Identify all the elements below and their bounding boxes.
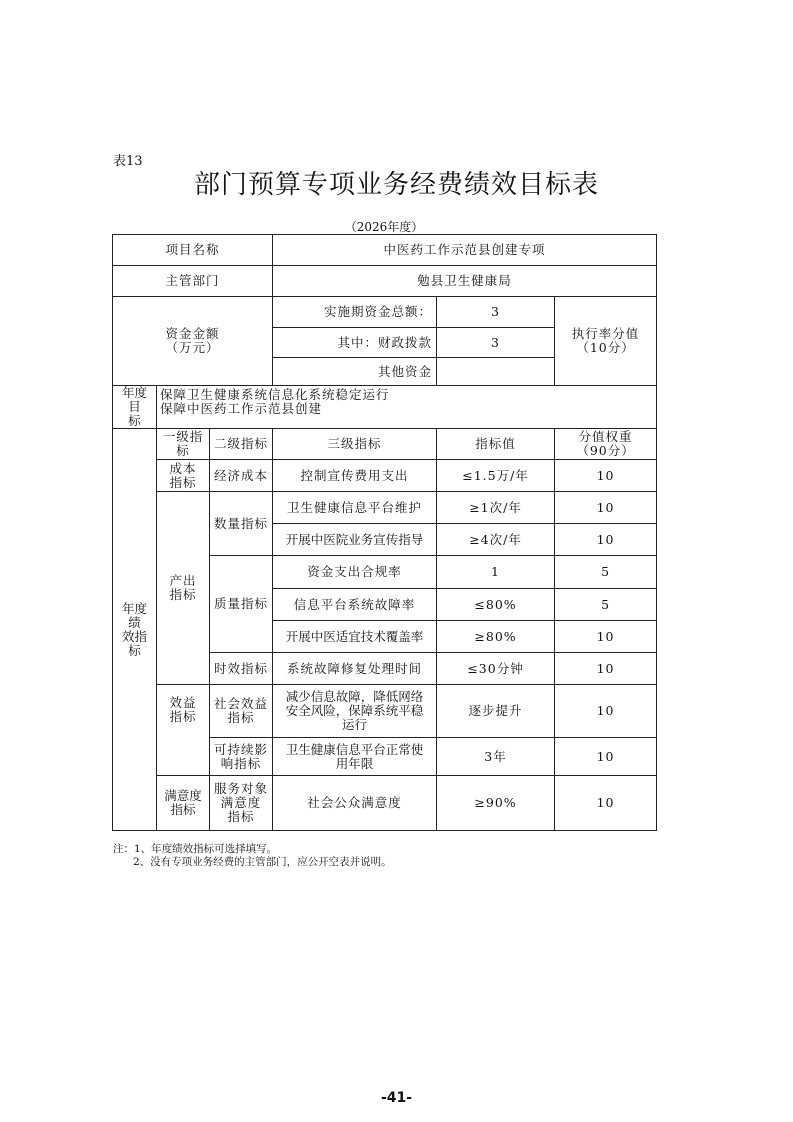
table-row	[113, 685, 657, 738]
indicators-section-label	[113, 429, 157, 831]
header-weight-b: （90分）	[576, 443, 635, 458]
table-row	[113, 266, 657, 297]
footnote-2: 2、没有专项业务经费的主管部门，应公开空表并说明。	[133, 856, 392, 868]
level2-economic-cost: 经济成本	[210, 460, 273, 492]
group-output	[157, 492, 210, 685]
performance-table	[112, 234, 657, 831]
level2-service-a: 服务对象	[214, 781, 269, 796]
header-level1-a: 一级指	[162, 429, 204, 444]
level2-timeliness: 时效指标	[210, 653, 273, 685]
level2-social-b: 指标	[227, 710, 255, 725]
indicator-weight: 10	[555, 653, 657, 685]
indicator-weight: 10	[555, 685, 657, 738]
indicator-name-line: 卫生健康信息平台正常使	[285, 741, 424, 757]
level2-service-b: 满意度	[220, 795, 262, 810]
indicator-name: 开展中医适宜技术覆盖率	[273, 621, 437, 653]
execution-rate	[555, 297, 657, 386]
indicator-value: ≥80%	[437, 621, 555, 653]
page-title: 部门预算专项业务经费绩效目标表	[193, 170, 599, 200]
indicator-value: ≥90%	[437, 776, 555, 831]
indicator-name-line: 减少信息故障，降低网络	[285, 689, 424, 704]
group-benefit-b: 指标	[169, 709, 197, 724]
group-benefit-a: 效益	[169, 695, 197, 710]
header-weight	[555, 429, 657, 460]
level2-service-c: 指标	[227, 809, 255, 824]
table-number: 表13	[113, 154, 143, 169]
group-cost-b: 指标	[169, 474, 197, 490]
group-benefit	[157, 685, 210, 776]
indicator-name: 社会公众满意度	[273, 776, 437, 831]
department-label: 主管部门	[113, 266, 273, 297]
table-row	[113, 235, 657, 266]
page-number: -41-	[380, 1090, 413, 1106]
level2-social-a: 社会效益	[214, 696, 269, 711]
group-output-a: 产出	[169, 573, 197, 588]
level2-service-satisfaction	[210, 776, 273, 831]
footnote-1: 注：1、年度绩效指标可选择填写。	[113, 843, 278, 855]
group-satisfaction-b: 指标	[170, 802, 196, 817]
indicator-weight: 5	[555, 556, 657, 589]
funds-label	[113, 297, 273, 386]
group-satisfaction-a: 满意度	[164, 788, 202, 803]
level2-social	[210, 685, 273, 738]
group-cost-a: 成本	[169, 460, 197, 476]
annual-goal-line-2: 保障中医药工作示范县创建	[160, 401, 323, 416]
header-weight-a: 分值权重	[578, 429, 633, 444]
table-row	[113, 776, 657, 831]
indicator-value: 1	[437, 556, 555, 589]
table-row	[113, 492, 657, 524]
indicator-name: 资金支出合规率	[273, 556, 437, 589]
indicator-name	[273, 685, 437, 738]
annual-goal-label-1: 年度目	[121, 385, 147, 414]
project-name-value: 中医药工作示范县创建专项	[273, 235, 657, 266]
header-level1	[157, 429, 210, 460]
level2-sustainability-b: 响指标	[220, 755, 262, 771]
execution-rate-label: 执行率分值	[571, 326, 640, 341]
indicator-name: 控制宣传费用支出	[273, 460, 437, 492]
indicator-value: ≥1次/年	[437, 492, 555, 524]
table-row	[113, 460, 657, 492]
funds-total-value: 3	[437, 297, 555, 328]
indicator-name: 系统故障修复处理时间	[273, 653, 437, 685]
funds-fiscal-value: 3	[437, 328, 555, 358]
indicator-value: ≤80%	[437, 589, 555, 621]
fiscal-year: （2026年度）	[344, 220, 424, 234]
indicator-name-line: 用年限	[335, 755, 374, 771]
funds-label-text: 资金金额	[165, 326, 220, 341]
annual-goal-label	[113, 386, 157, 429]
indicators-section-label-1: 年度绩	[121, 600, 147, 630]
annual-goal-label-2: 标	[128, 413, 141, 428]
header-value: 指标值	[437, 429, 555, 460]
indicator-name: 卫生健康信息平台维护	[273, 492, 437, 524]
project-name-label: 项目名称	[113, 235, 273, 266]
indicator-value: 3年	[437, 738, 555, 776]
indicator-weight: 10	[555, 524, 657, 556]
table-row	[113, 297, 657, 328]
funds-other-label: 其他资金	[273, 358, 437, 386]
group-output-b: 指标	[169, 587, 197, 602]
execution-rate-score: （10分）	[576, 340, 635, 355]
level2-quality: 质量指标	[210, 556, 273, 653]
indicator-weight: 10	[555, 492, 657, 524]
funds-total-label: 实施期资金总额：	[273, 297, 437, 328]
level2-sustainability-a: 可持续影	[214, 741, 269, 757]
indicator-weight: 10	[555, 738, 657, 776]
level2-sustainability	[210, 738, 273, 776]
level2-quantity: 数量指标	[210, 492, 273, 556]
indicator-value: ≥4次/年	[437, 524, 555, 556]
group-cost	[157, 460, 210, 492]
indicator-weight: 5	[555, 589, 657, 621]
indicator-weight: 10	[555, 776, 657, 831]
indicator-value: ≤1.5万/年	[437, 460, 555, 492]
indicator-value: ≤30分钟	[437, 653, 555, 685]
indicator-name-line: 安全风险，保障系统平稳	[285, 703, 424, 718]
header-level3: 三级指标	[273, 429, 437, 460]
indicators-section-label-2: 效指标	[121, 628, 147, 658]
indicator-name: 开展中医院业务宣传指导	[273, 524, 437, 556]
indicator-name: 信息平台系统故障率	[273, 589, 437, 621]
indicator-name	[273, 738, 437, 776]
indicator-value: 逐步提升	[437, 685, 555, 738]
header-level2: 二级指标	[210, 429, 273, 460]
indicator-weight: 10	[555, 460, 657, 492]
group-satisfaction	[157, 776, 210, 831]
funds-fiscal-label: 其中：财政拨款	[273, 328, 437, 358]
footnotes	[113, 843, 392, 869]
table-row	[113, 429, 657, 460]
annual-goal-content	[157, 386, 657, 429]
annual-goal-line-1: 保障卫生健康系统信息化系统稳定运行	[160, 387, 390, 402]
indicator-weight: 10	[555, 621, 657, 653]
funds-other-value	[437, 358, 555, 386]
funds-unit: （万元）	[165, 340, 220, 355]
table-row	[113, 386, 657, 429]
indicator-name-line: 运行	[342, 717, 368, 732]
department-value: 勉县卫生健康局	[273, 266, 657, 297]
header-level1-b: 标	[176, 443, 190, 458]
